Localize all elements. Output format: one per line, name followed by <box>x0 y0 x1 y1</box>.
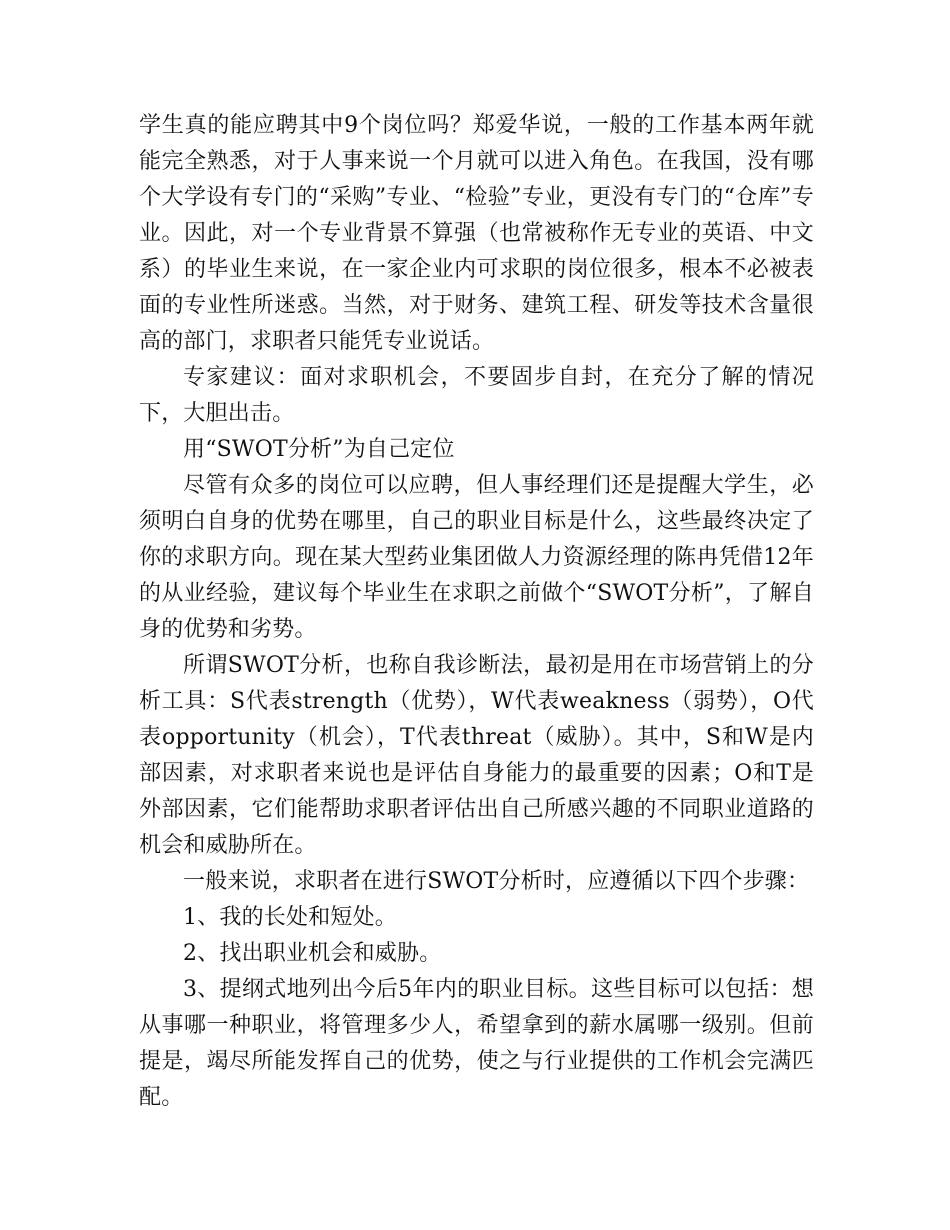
list-item-step-3: 3、提纲式地列出今后5年内的职业目标。这些目标可以包括：想从事哪一种职业，将管理多少人，希望拿到的薪水属哪一级别。但前提是，竭尽所能发挥自己的优势，使之与行业提供的工作机会完满匹配。 <box>139 977 814 1110</box>
list-item-step-2: 2、找出职业机会和威胁。 <box>183 941 442 966</box>
section-heading-swot: 用“SWOT分析”为自己定位 <box>183 437 455 462</box>
list-item-step-1: 1、我的长处和短处。 <box>183 905 397 930</box>
paragraph-intro: 学生真的能应聘其中9个岗位吗？郑爱华说，一般的工作基本两年就能完全熟悉，对于人事来说一个月就可以进入角色。在我国，没有哪个大学设有专门的“采购”专业、“检验”专业，更没有专门的“仓库”专业。因此，对一个专业背景不算强（也常被称作无专业的英语、中文系）的毕业生来说，在一家企业内可求职的岗位很多，根本不必被表面的专业性所迷惑。当然，对于财务、建筑工程、研发等技术含量很高的部门，求职者只能凭专业说话。 <box>139 113 814 354</box>
document-body <box>139 108 814 1116</box>
paragraph-swot-definition: 所谓SWOT分析，也称自我诊断法，最初是用在市场营销上的分析工具：S代表strength（优势），W代表weakness（弱势），O代表opportunity（机会），T代表threat（威胁）。其中，S和W是内部因素，对求职者来说也是评估自身能力的最重要的因素；O和T是外部因素，它们能帮助求职者评估出自己所感兴趣的不同职业道路的机会和威胁所在。 <box>139 653 814 858</box>
paragraph-expert-advice: 专家建议：面对求职机会，不要固步自封，在充分了解的情况下，大胆出击。 <box>139 365 814 426</box>
paragraph-swot-intro: 尽管有众多的岗位可以应聘，但人事经理们还是提醒大学生，必须明白自身的优势在哪里，自己的职业目标是什么，这些最终决定了你的求职方向。现在某大型药业集团做人力资源经理的陈冉凭借12年的从业经验，建议每个毕业生在求职之前做个“SWOT分析”，了解自身的优势和劣势。 <box>139 473 814 642</box>
paragraph-steps-intro: 一般来说，求职者在进行SWOT分析时，应遵循以下四个步骤： <box>183 869 810 894</box>
